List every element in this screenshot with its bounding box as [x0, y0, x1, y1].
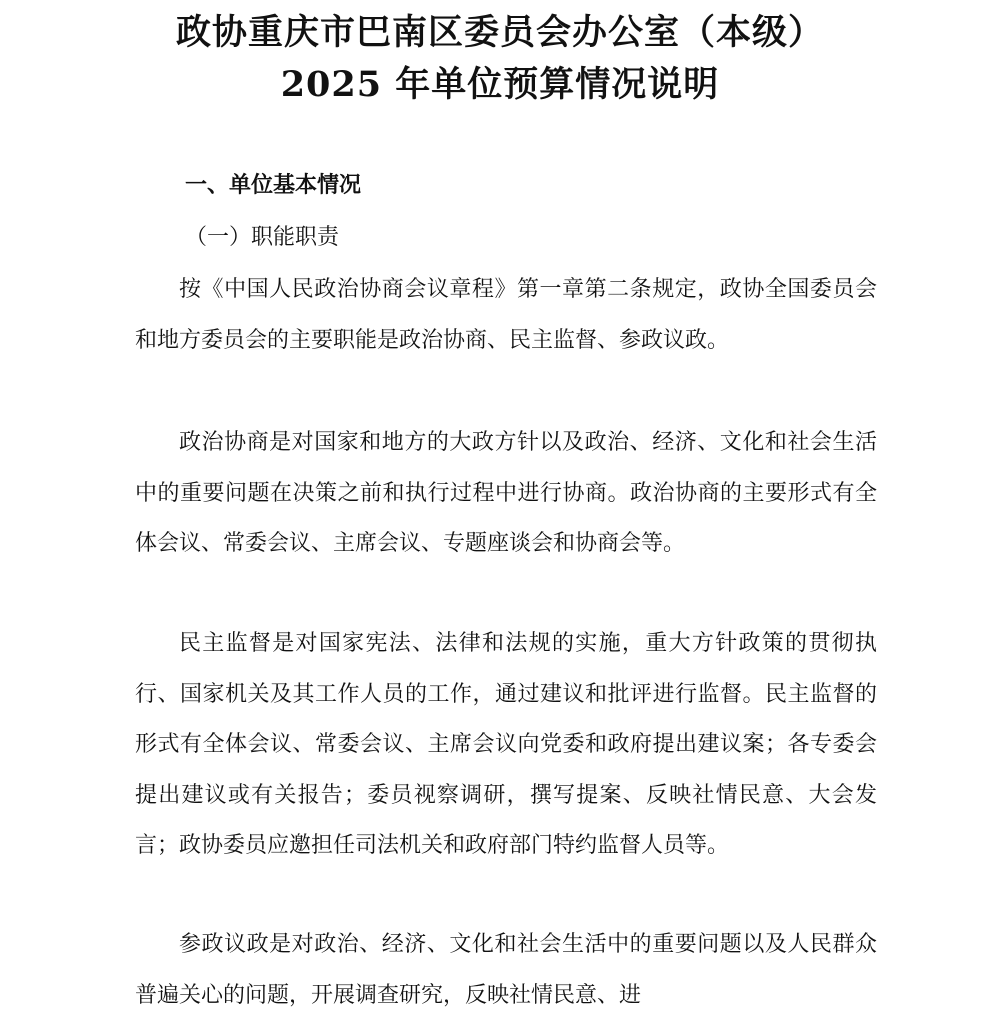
subsection-heading-functions: （一）职能职责 — [185, 225, 340, 250]
document-title-line-2: 2025 年单位预算情况说明 — [280, 64, 720, 105]
paragraph-political-consultation: 政治协商是对国家和地方的大政方针以及政治、经济、文化和社会生活中的重要问题在决策之前和执行过程中进行协商。政治协商的主要形式有全体会议、常委会议、主席会议、专题座谈会和协商会等。 — [135, 430, 877, 556]
section-heading-basic-info: 一、单位基本情况 — [185, 173, 362, 198]
paragraph-participation-in-governance: 参政议政是对政治、经济、文化和社会生活中的重要问题以及人民群众普遍关心的问题，开展调查研究，反映社情民意、进 — [135, 932, 877, 1008]
document-title-line-1: 政协重庆市巴南区委员会办公室（本级） — [175, 12, 824, 53]
paragraph-charter-functions: 按《中国人民政治协商会议章程》第一章第二条规定，政协全国委员会和地方委员会的主要职能是政治协商、民主监督、参政议政。 — [135, 277, 877, 353]
paragraph-democratic-supervision: 民主监督是对国家宪法、法律和法规的实施，重大方针政策的贯彻执行、国家机关及其工作人员的工作，通过建议和批评进行监督。民主监督的形式有全体会议、常委会议、主席会议向党委和政府提出建议案；各专委会提出建议或有关报告；委员视察调研，撰写提案、反映社情民意、大会发言；政协委员应邀担任司法机关和政府部门特约监督人员等。 — [135, 631, 877, 858]
